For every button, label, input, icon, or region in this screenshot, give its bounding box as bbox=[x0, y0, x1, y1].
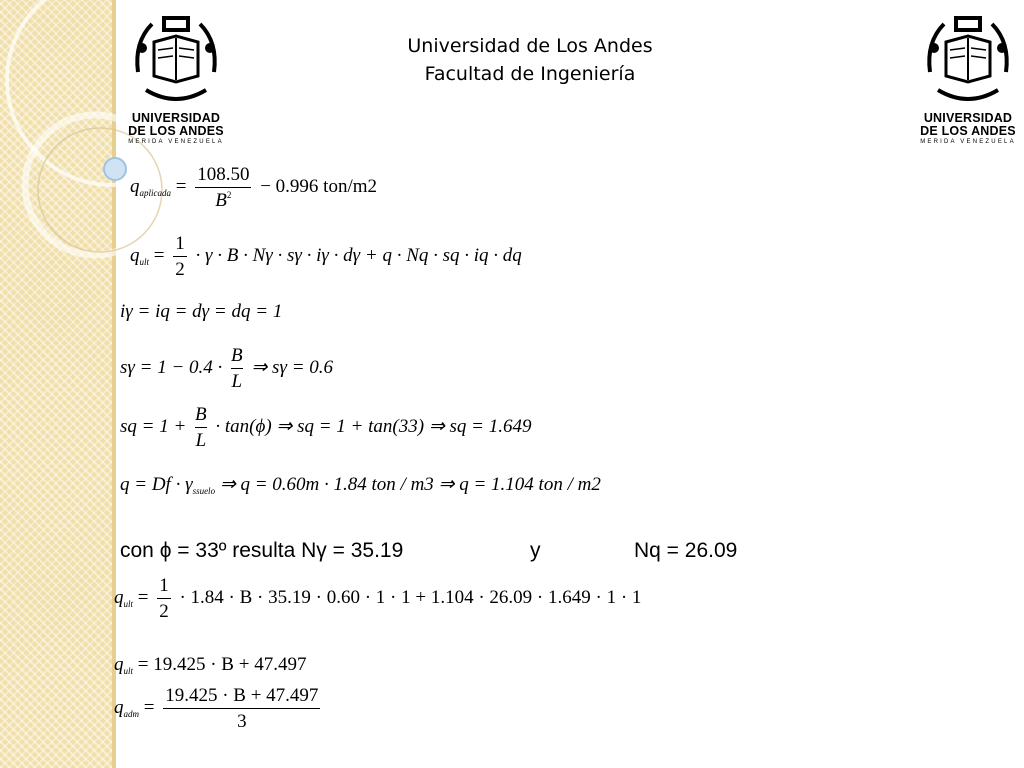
summary-nq: Nq = 26.09 bbox=[634, 539, 738, 562]
title-faculty: Facultad de Ingeniería bbox=[424, 63, 636, 85]
eq7-rest: · 1.84 · B · 35.19 · 0.60 · 1 · 1 + 1.104 · 26.09 · 1.649 · 1 · 1 bbox=[179, 586, 642, 608]
eq1-lhs: q bbox=[130, 175, 140, 197]
eq2-lhs-sub: ult bbox=[139, 256, 150, 267]
eq5-denominator: L bbox=[195, 430, 207, 451]
eq1-numerator: 108.50 bbox=[195, 165, 251, 188]
eq7-denominator: 2 bbox=[159, 601, 169, 622]
equation-sq bbox=[120, 405, 531, 450]
title-university: Universidad de Los Andes bbox=[407, 35, 653, 57]
eq2-fraction bbox=[173, 234, 187, 279]
logo-place: MERIDA VENEZUELA bbox=[920, 139, 1016, 145]
coat-of-arms-icon bbox=[128, 12, 224, 112]
eq1-den-var: B bbox=[215, 190, 227, 211]
logo-place: MERIDA VENEZUELA bbox=[128, 139, 224, 145]
equation-overburden-q bbox=[120, 475, 601, 496]
coat-of-arms-icon bbox=[920, 12, 1016, 112]
equation-q-aplicada: $q_{aplicada}$ = $\frac{108.50}{B^2}$ − 0.996 ton/m2 bbox=[130, 164, 378, 211]
eq4-right: ⇒ sγ = 0.6 bbox=[251, 356, 334, 378]
summary-connector: y bbox=[530, 539, 541, 562]
eq3-text: iγ = iq = dγ = dq = 1 bbox=[120, 301, 283, 322]
eq1-lhs-sub: aplicada bbox=[139, 187, 171, 198]
eq6-left-sub: ssuelo bbox=[192, 486, 216, 496]
equation-q-adm: $q_{adm}$ = $\frac{19.425 \cdot B + 47.497}{3}$ bbox=[114, 685, 319, 732]
eq5-fraction bbox=[195, 405, 207, 450]
eq7-lhs: q bbox=[114, 586, 124, 608]
eq1-fraction bbox=[195, 165, 251, 210]
eq2-lhs: q bbox=[130, 244, 140, 266]
eq1-den-exp: 2 bbox=[226, 190, 232, 200]
eq1-denominator bbox=[195, 188, 251, 210]
eq9-denominator: 3 bbox=[237, 711, 247, 732]
eq7-numerator: 1 bbox=[157, 576, 171, 599]
eq9-lhs: q bbox=[114, 696, 124, 718]
eq6-left: q = Df · γ bbox=[120, 474, 193, 495]
logo-name-line2: DE LOS ANDES bbox=[920, 124, 1016, 138]
summary-n-gamma: con ϕ = 33º resulta Nγ = 35.19 bbox=[120, 539, 404, 562]
equation-q-ult-substituted: $q_{ult}$ = $\frac{1}{2}$ · 1.84 · B · 35.19 · 0.60 · 1 · 1 + 1.104 · 26.09 · 1.649 · 1 · 1 bbox=[114, 575, 642, 622]
page-title bbox=[330, 32, 730, 88]
eq2-denominator: 2 bbox=[175, 259, 185, 280]
equation-q-ult-final bbox=[114, 655, 306, 676]
eq2-numerator: 1 bbox=[173, 234, 187, 257]
eq4-numerator: B bbox=[231, 346, 243, 369]
eq7-lhs-sub: ult bbox=[123, 598, 134, 609]
eq4-denominator: L bbox=[231, 371, 243, 392]
eq1-rest: − 0.996 ton/m2 bbox=[260, 175, 378, 197]
eq2-rest: · γ · B · Nγ · sγ · iγ · dγ + q · Nq · sq · iq · dq bbox=[195, 244, 522, 266]
equation-inclination-depth-factors bbox=[120, 302, 282, 321]
eq8-lhs-sub: ult bbox=[123, 666, 134, 676]
university-logo-left bbox=[128, 12, 224, 145]
eq6-right: ⇒ q = 0.60m · 1.84 ton / m3 ⇒ q = 1.104 ton / m2 bbox=[219, 474, 601, 495]
eq8-lhs: q bbox=[114, 654, 124, 675]
eq4-fraction bbox=[231, 346, 243, 391]
eq8-rest: = 19.425 · B + 47.497 bbox=[137, 654, 307, 675]
eq5-left: sq = 1 + bbox=[120, 415, 187, 437]
university-logo-right bbox=[920, 12, 1016, 145]
eq5-right: · tan(ϕ) ⇒ sq = 1 + tan(33) ⇒ sq = 1.649 bbox=[215, 415, 532, 437]
eq9-numerator: 19.425 · B + 47.497 bbox=[163, 686, 320, 709]
logo-name-line1: UNIVERSIDAD bbox=[131, 111, 221, 125]
eq5-numerator: B bbox=[195, 405, 207, 428]
equation-q-ult-general: $q_{ult}$ = $\frac{1}{2}$ · γ · B · Nγ · sγ · iγ · dγ + q · Nq · sq · iq · dq bbox=[130, 233, 522, 280]
eq7-fraction bbox=[157, 576, 171, 621]
logo-name-line2: DE LOS ANDES bbox=[128, 124, 224, 138]
eq9-lhs-sub: adm bbox=[123, 708, 139, 719]
eq4-left: sγ = 1 − 0.4 · bbox=[120, 356, 223, 378]
logo-name-line1: UNIVERSIDAD bbox=[923, 111, 1013, 125]
eq9-fraction bbox=[163, 686, 320, 731]
equation-s-gamma bbox=[120, 346, 333, 391]
